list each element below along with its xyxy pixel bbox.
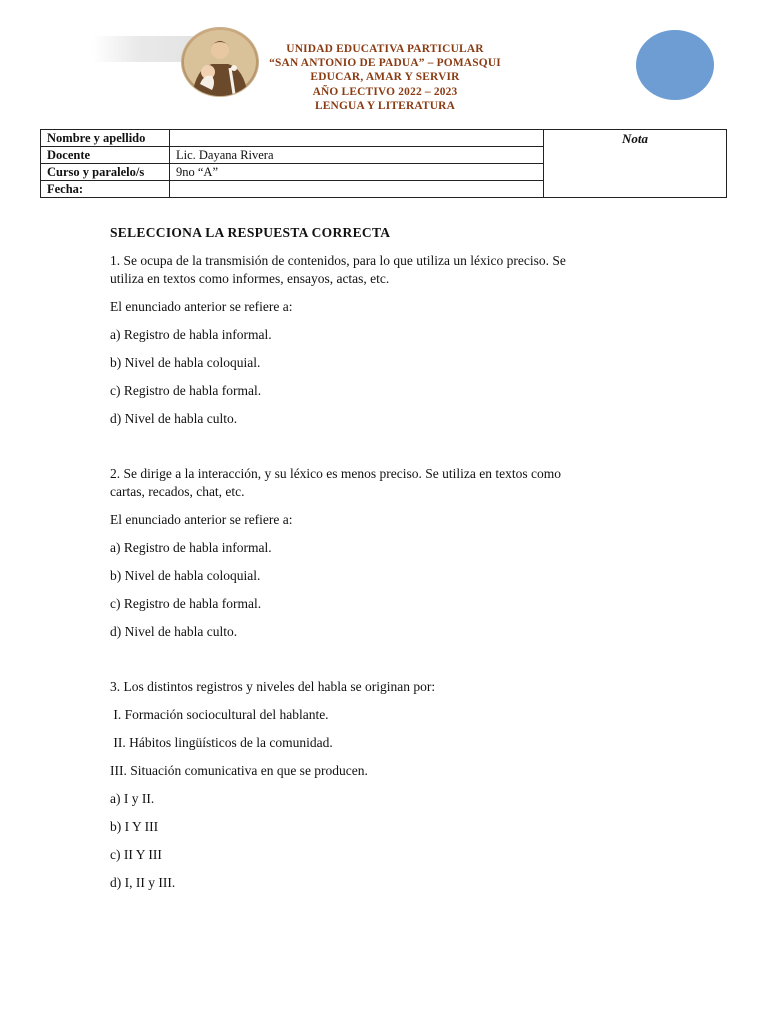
school-type: UNIDAD EDUCATIVA PARTICULAR [286,43,484,55]
question-3-statement-3: III. Situación comunicativa en que se producen. [110,763,368,778]
question-3-option-d[interactable]: d) I, II y III. [110,875,176,890]
date-label: Fecha: [41,181,170,198]
question-2-prompt: El enunciado anterior se refiere a: [110,512,293,527]
school-header [255,42,515,113]
name-label: Nombre y apellido [41,130,170,147]
teacher-value: Lic. Dayana Rivera [170,147,544,164]
school-name: “SAN ANTONIO DE PADUA” – POMASQUI [269,57,501,70]
question-1-option-b[interactable]: b) Nivel de habla coloquial. [110,355,261,370]
question-2-option-a[interactable]: a) Registro de habla informal. [110,540,272,555]
school-motto: EDUCAR, AMAR Y SERVIR [310,71,460,84]
school-seal-logo [181,27,259,97]
school-year: AÑO LECTIVO 2022 – 2023 [312,85,458,98]
course-label: Curso y paralelo/s [41,164,170,181]
blue-oval-shape [636,30,714,100]
question-2-option-d[interactable]: d) Nivel de habla culto. [110,624,238,639]
question-3-statement-1: I. Formación sociocultural del hablante. [110,707,329,722]
question-2-text: 2. Se dirige a la interacción, y su léxico es menos preciso. Se utiliza en textos como [110,466,561,481]
question-1-text: 1. Se ocupa de la transmisión de contenidos, para lo que utiliza un léxico preciso. Se [110,253,566,268]
teacher-label: Docente [41,147,170,164]
question-2-text-cont: cartas, recados, chat, etc. [110,484,245,499]
question-1-option-d[interactable]: d) Nivel de habla culto. [110,411,238,426]
question-1-text-cont: utiliza en textos como informes, ensayos, actas, etc. [110,271,390,286]
table-row [41,130,727,147]
course-value: 9no “A” [170,164,544,181]
question-3-option-c[interactable]: c) II Y III [110,847,162,862]
question-1-prompt: El enunciado anterior se refiere a: [110,299,293,314]
question-3-option-a[interactable]: a) I y II. [110,791,155,806]
student-info-table [40,129,727,198]
question-3-statement-2: II. Hábitos lingüísticos de la comunidad. [110,735,333,750]
saint-anthony-seal-icon [182,28,258,96]
date-field[interactable] [170,181,544,198]
name-field[interactable] [170,130,544,147]
exam-content [110,224,650,892]
question-1-option-c[interactable]: c) Registro de habla formal. [110,383,262,398]
exam-title: SELECCIONA LA RESPUESTA CORRECTA [110,225,391,240]
question-3-option-b[interactable]: b) I Y III [110,819,159,834]
subject-name: LENGUA Y LITERATURA [314,99,456,112]
grade-box[interactable] [544,130,727,198]
question-2-option-b[interactable]: b) Nivel de habla coloquial. [110,568,261,583]
question-1-option-a[interactable]: a) Registro de habla informal. [110,327,272,342]
grade-label: Nota [622,131,648,146]
question-2-option-c[interactable]: c) Registro de habla formal. [110,596,262,611]
question-3-text: 3. Los distintos registros y niveles del habla se originan por: [110,679,436,694]
